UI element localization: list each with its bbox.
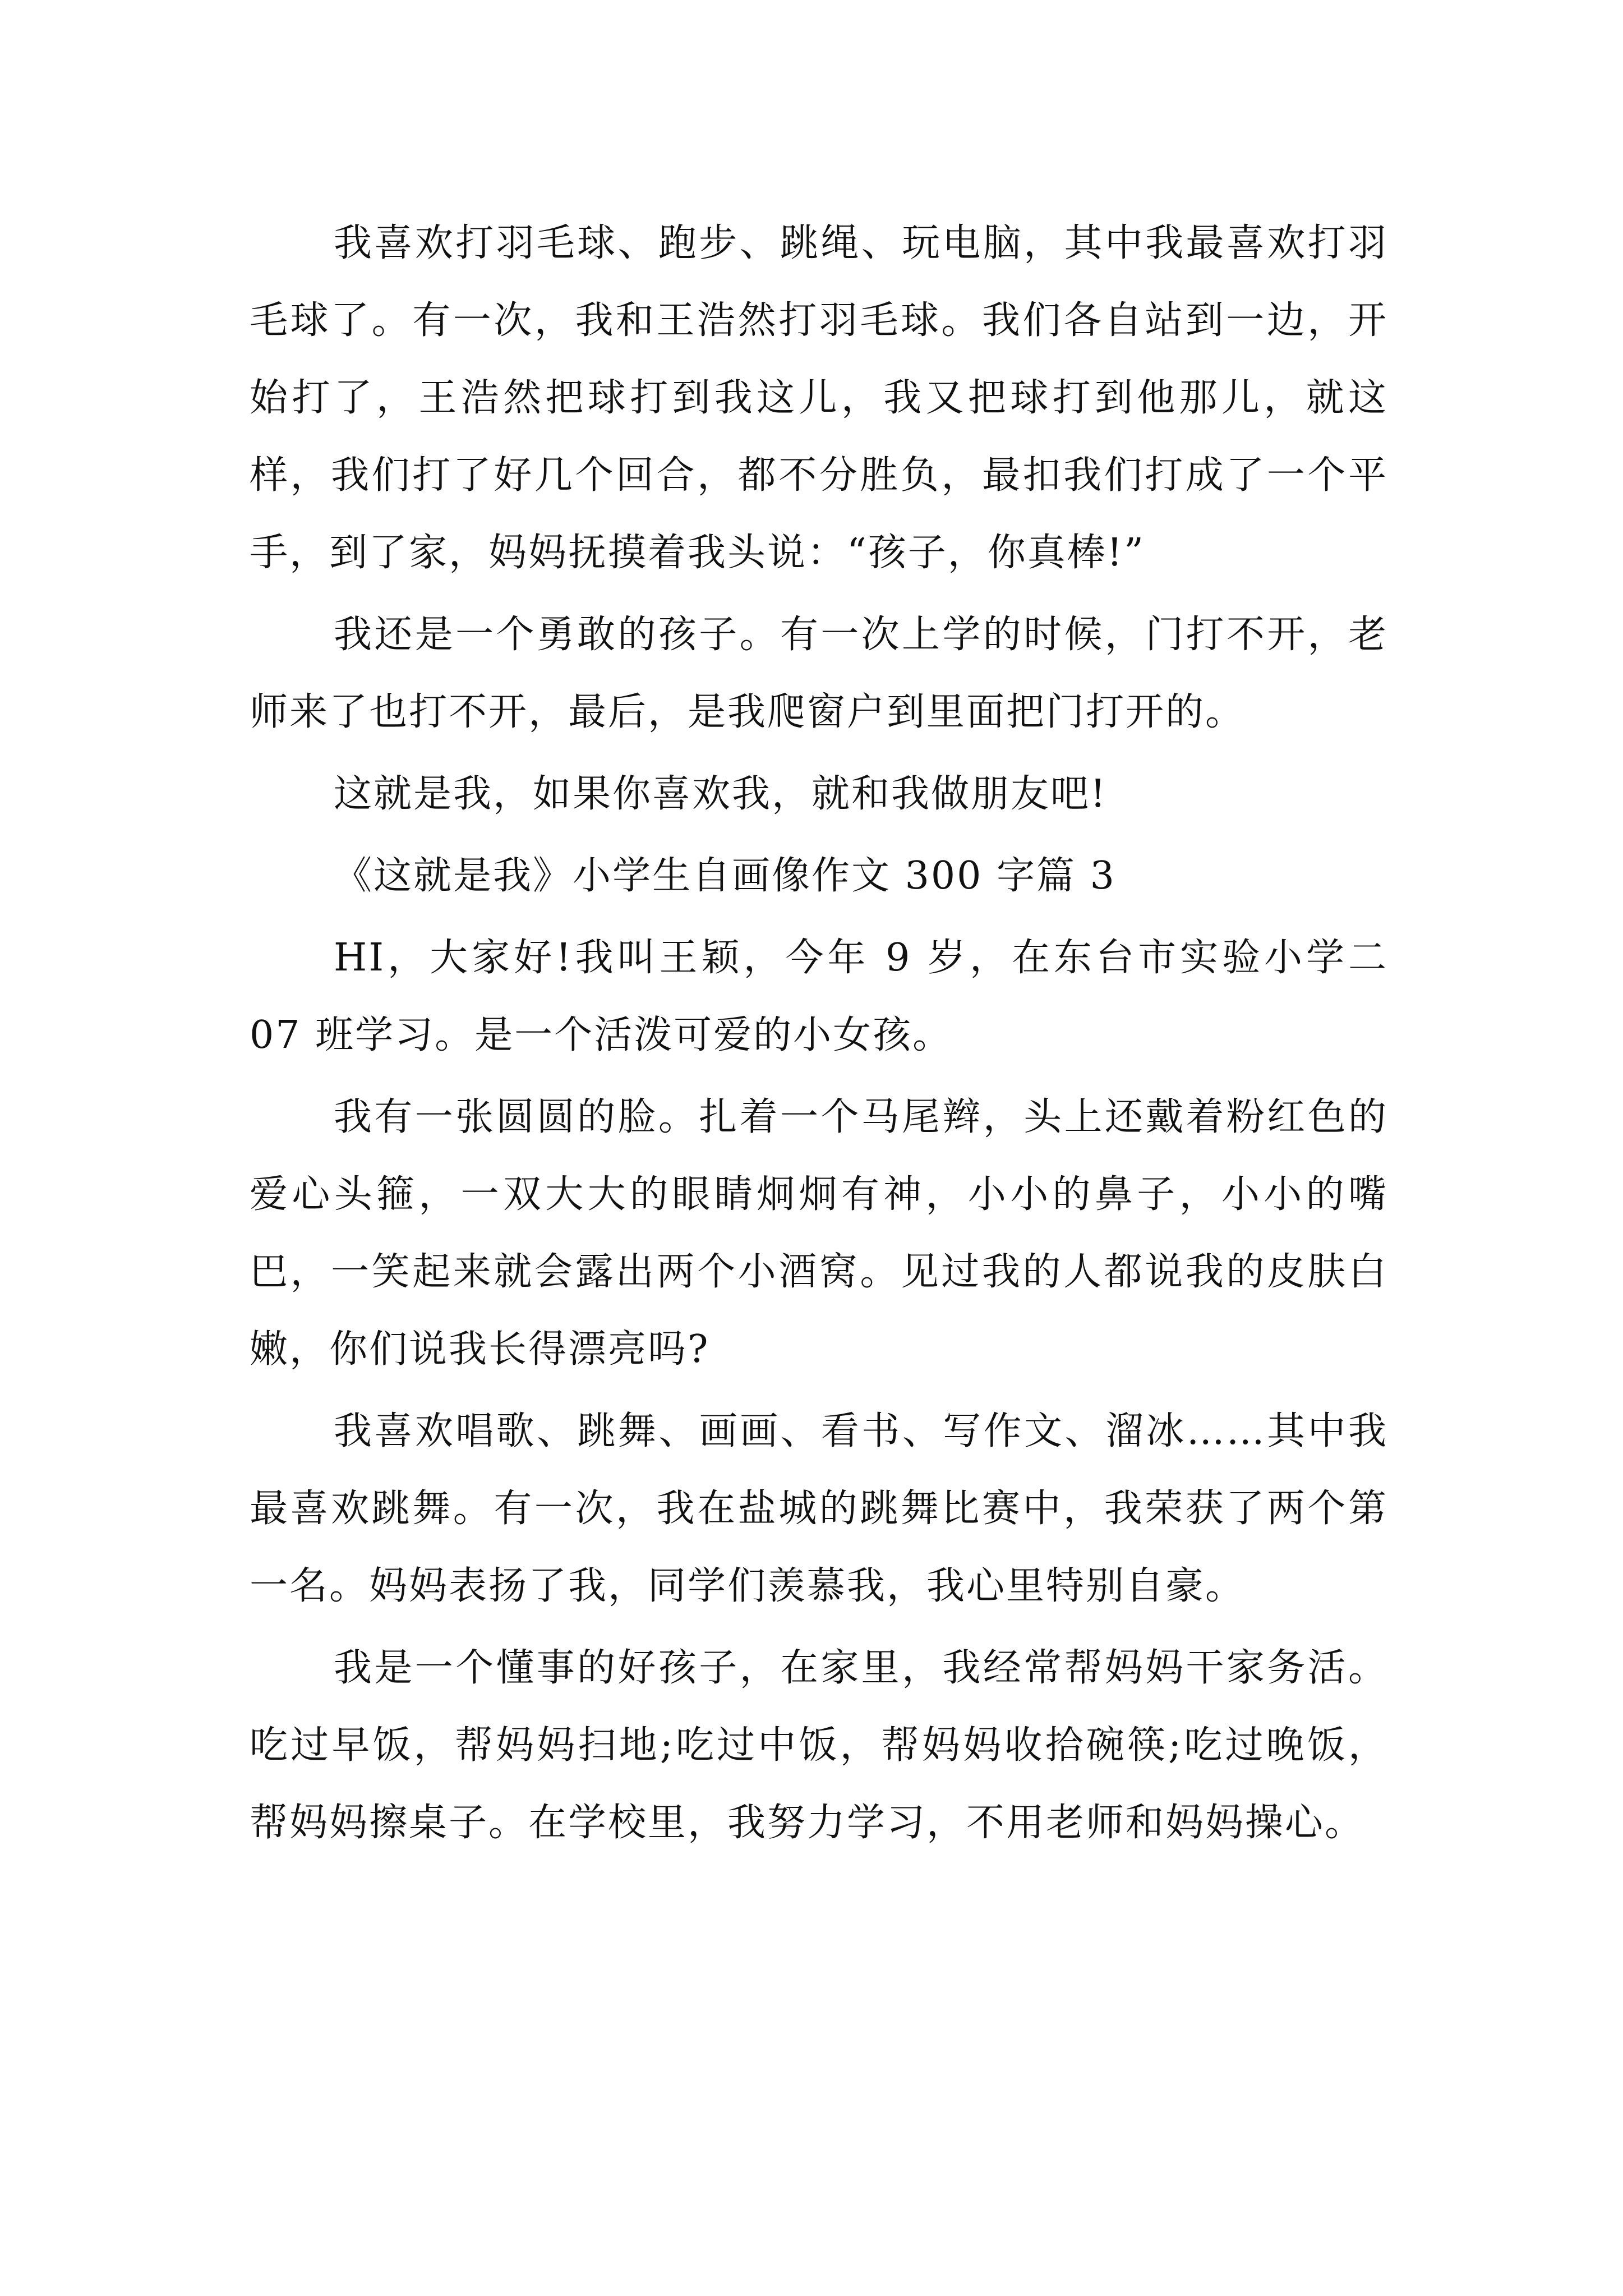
- paragraph-chores: 我是一个懂事的好孩子，在家里，我经常帮妈妈干家务活。吃过早饭，帮妈妈扫地;吃过中饭，帮妈妈收拾碗筷;吃过晚饭，帮妈妈擦桌子。在学校里，我努力学习，不用老师和妈妈操心。: [250, 1646, 1388, 1845]
- document-body: [250, 205, 1388, 1862]
- paragraph-appearance: 我有一张圆圆的脸。扎着一个马尾辫，头上还戴着粉红色的爱心头箍，一双大大的眼睛炯炯有神，小小的鼻子，小小的嘴巴，一笑起来就会露出两个小酒窝。见过我的人都说我的皮肤白嫩，你们说我长得漂亮吗?: [250, 1095, 1388, 1372]
- paragraph-friends: 这就是我，如果你喜欢我，就和我做朋友吧!: [334, 772, 1108, 816]
- paragraph-hobbies: 我喜欢唱歌、跳舞、画画、看书、写作文、溜冰……其中我最喜欢跳舞。有一次，我在盐城的跳舞比赛中，我荣获了两个第一名。妈妈表扬了我，同学们羡慕我，我心里特别自豪。: [250, 1409, 1388, 1608]
- paragraph-brave: 我还是一个勇敢的孩子。有一次上学的时候，门打不开，老师来了也打不开，最后，是我爬窗户到里面把门打开的。: [250, 613, 1388, 734]
- section-heading: 《这就是我》小学生自画像作文 300 字篇 3: [334, 854, 1116, 898]
- paragraph-intro: HI，大家好!我叫王颖，今年 9 岁，在东台市实验小学二 07 班学习。是一个活泼可爱的小女孩。: [250, 936, 1388, 1057]
- paragraph-badminton: 我喜欢打羽毛球、跑步、跳绳、玩电脑，其中我最喜欢打羽毛球了。有一次，我和王浩然打羽毛球。我们各自站到一边，开始打了，王浩然把球打到我这儿，我又把球打到他那儿，就这样，我们打了好几个回合，都不分胜负，最扣我们打成了一个平手，到了家，妈妈抚摸着我头说：“孩子，你真棒!”: [250, 221, 1388, 575]
